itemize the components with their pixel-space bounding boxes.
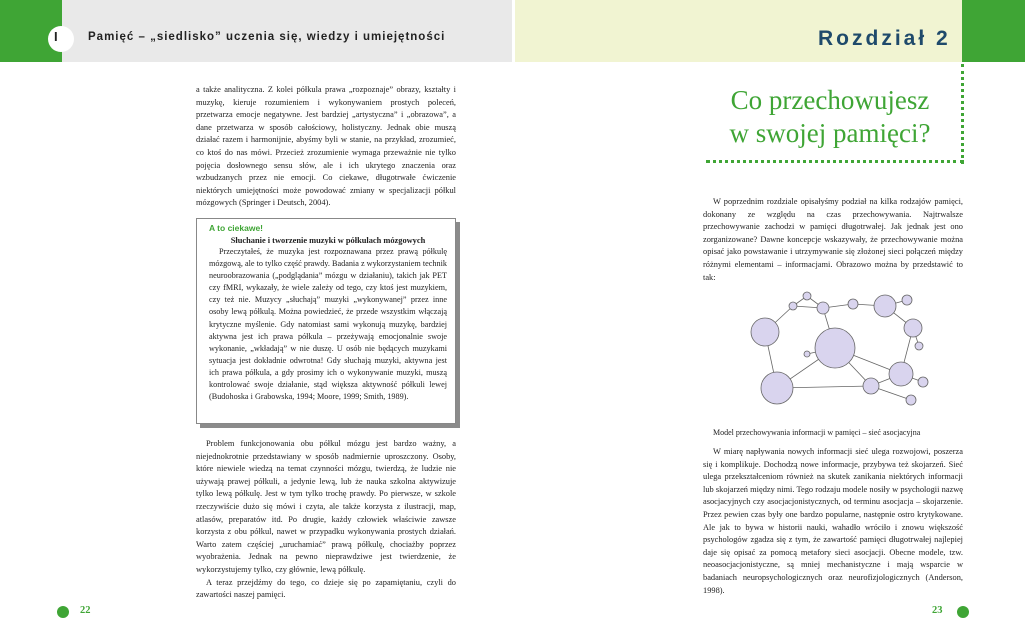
network-node [863, 378, 879, 394]
network-node [761, 372, 793, 404]
network-node [918, 377, 928, 387]
chapter-title [700, 84, 960, 150]
network-node [789, 302, 797, 310]
left-paragraph-3: A teraz przejdźmy do tego, co dzieje się po zapamiętaniu, czyli do zawartości naszej pamięci. [196, 577, 456, 600]
network-node [817, 302, 829, 314]
chapter-title-line-1: Co przechowujesz [730, 85, 930, 115]
association-network-diagram [735, 284, 935, 414]
right-paragraph-2: W miarę napływania nowych informacji sieć ulega rozwojowi, poszerza się i komplikuje. Dochodzą nowe informacje, przybywa też skojarzeń. Sieć ulega przekształceniom również na skutek zanikania niektórych informacji lub skojarzeń między nimi. Tego rodzaju modele nosiły w psychologii nazwę asocjacyjnych czy asocjacjonistycznych, od terminu asocjacja – skojarzenie. Przez pewien czas były one bardzo popularne, następnie ostro krytykowane. Ale jak to bywa w historii nauki, wahadło wróciło i znowu większość psychologów zgadza się z tym, że zawartość pamięci długotrwałej najlepiej daje się opisać za pomocą metafory sieci asocjacji. Obecne modele, tzw. neoasocjacjonistyczne, są mniej mechanistyczne i mają wsparcie w badaniach neuropsychologicznych oraz neurofizjologicznych (Anderson, 1998). [703, 447, 963, 595]
left-body-text [196, 438, 456, 602]
network-node [751, 318, 779, 346]
intro-paragraph: a także analityczna. Z kolei półkula prawa „rozpoznaje” obrazy, kształty i muzykę, kieruje rozumieniem i wykonywaniem prostych poleceń, przetwarza emocje negatywne. Jest bardziej „artystyczna” i „obrazowa”, a dane przetwarza w sposób całościowy, holistyczny. Jednak obie muszą działać razem i harmonijnie, abyśmy byli w stanie, na przykład, zrozumieć, co ktoś do nas mówi. Przecież zrozumienie wymaga przeważnie nie tylko pojęcia dosłownego sensu słów, ale i ich ukrytego znaczenia oraz wzbudzanych przez nie emocji. Co ciekawe, długotrwałe ćwiczenie niektórych umiejętności może powodować zmiany w specjalizacji półkul mózgowych (Springer i Deutsch, 2004). [196, 85, 456, 208]
network-node [874, 295, 896, 317]
figure-caption: Model przechowywania informacji w pamięci – sieć asocjacyjna [713, 428, 921, 437]
page-number-right: 23 [932, 605, 943, 616]
callout-body: Przeczytałeś, że muzyka jest rozpoznawana przez prawą półkulę mózgową, ale to tylko część prawdy. Badania z wykorzystaniem technik neuroobrazowania („podglądania” mózgu w działaniu), takich jak PET czy fMRI, wykazały, że wiele zależy od tego, czy ktoś jest muzykiem, czy też nie. Muzycy „słuchają” muzyki „wykonywanej” przez inne osoby lewą półkulą. Można powiedzieć, że przede wszystkim włączają krytyczne myślenie. Gdy natomiast sami wykonują muzykę, bardziej aktywna jest ich prawa półkula – przeżywają emocjonalnie swoje wykonanie, „wkładają” w nie duszę. U osób nie będących muzykami sytuacja jest dokładnie odwrotna! Gdy słuchają muzyki, aktywna jest ich prawa półkula, a gdy prosimy ich o wykonywanie muzyki, muszą kontrolować swoje działanie, stąd większa aktywność półkuli lewej (Budohoska i Grabowska, 1994; Moore, 1999; Smith, 1989). [209, 247, 447, 402]
vertical-dotted-rule [961, 64, 964, 164]
title-dotted-rule [706, 160, 964, 163]
network-node [915, 342, 923, 350]
network-node [906, 395, 916, 405]
callout-box [196, 218, 456, 424]
running-header-left: Pamięć – „siedlisko” uczenia się, wiedzy i umiejętności [88, 31, 446, 43]
network-node [902, 295, 912, 305]
right-intro-text [703, 196, 963, 284]
section-tab-label: I [54, 29, 58, 44]
chapter-title-line-2: w swojej pamięci? [729, 118, 931, 148]
page-number-dot-left [57, 606, 69, 618]
network-node [904, 319, 922, 337]
section-tab-marker [48, 26, 74, 52]
network-node [804, 351, 810, 357]
network-node [815, 328, 855, 368]
network-node [889, 362, 913, 386]
network-node [803, 292, 811, 300]
right-body-text [703, 446, 963, 597]
page-number-left: 22 [80, 605, 91, 616]
callout-tag: A to ciekawe! [209, 223, 264, 233]
network-nodes [751, 292, 928, 405]
network-node [848, 299, 858, 309]
left-paragraph-2: Problem funkcjonowania obu półkul mózgu jest bardzo ważny, a niejednokrotnie przedstawiany w sposób nadmiernie uproszczony. Osoby, które niewiele wiedzą na temat czynności mózgu, twierdzą, że ludzie nie używają prawej półkuli, a jedynie lewą, lub że nauka szkolna aktywizuje tylko lewą półkulę. Jest w tym tylko trochę prawdy. Po pierwsze, w szkole rzeczywiście dużo się mówi i czyta, ale także korzysta z ilustracji, map, atlasów, preparatów itd. Po drugie, każdy człowiek właściwie zawsze korzysta z obu półkul, nawet w przypadku wykonywania prostych działań. Warto zatem częściej „uruchamiać” prawą półkulę, chociażby poprzez wyobrażenia. Jednak na pewno nieprawdziwe jest twierdzenie, że wykorzystujemy tylko, czy głównie, lewą półkulę. [196, 439, 456, 574]
running-header-right: Rozdział 2 [818, 27, 951, 50]
right-paragraph-1: W poprzednim rozdziale opisałyśmy podział na kilka rodzajów pamięci, dokonany ze względu na czas przechowywania. Najtrwalsze przechowywanie zachodzi w pamięci długotrwałej. Jak jednak jest ono zorganizowane? Dawne koncepcje wskazywały, że przechowywanie można opisać jako powstawanie i utrzymywanie się złożonej sieci połączeń między różnymi elementami – informacjami. Obrazowo można by przedstawić to tak: [703, 197, 963, 282]
right-header-green-block [962, 0, 1025, 62]
page-number-dot-right [957, 606, 969, 618]
left-intro-text [196, 84, 456, 210]
callout-heading: Słuchanie i tworzenie muzyki w półkulach mózgowych [230, 236, 426, 245]
